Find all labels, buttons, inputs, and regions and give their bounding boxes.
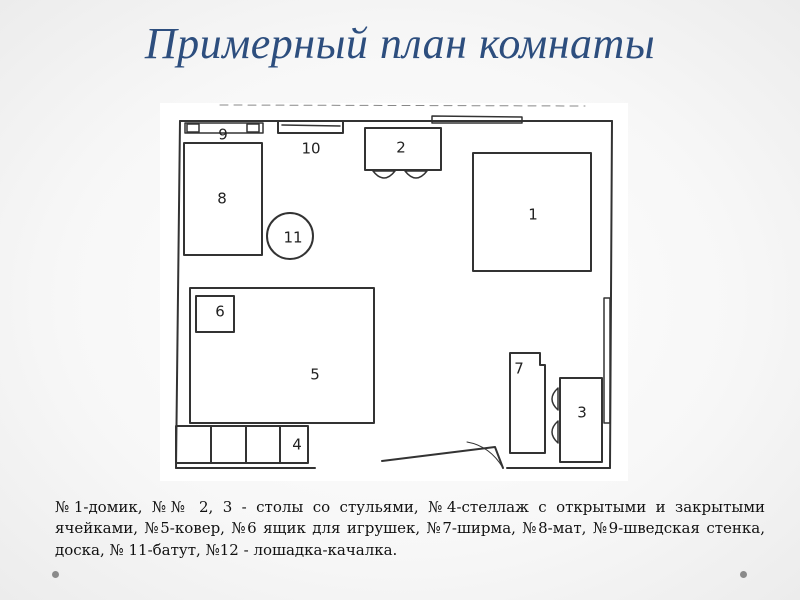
- wall-bars-9-end-right: [247, 124, 259, 132]
- label-5: 5: [310, 365, 320, 384]
- window-right: [604, 298, 610, 423]
- label-1: 1: [528, 205, 538, 224]
- shelving-4: [176, 426, 308, 463]
- label-8: 8: [217, 189, 227, 208]
- bullet-left: [52, 571, 59, 578]
- door-leaf: [382, 447, 503, 468]
- chair-2-right: [405, 171, 427, 178]
- wall-bars-9-end-left: [187, 124, 199, 132]
- label-11: 11: [283, 228, 303, 247]
- chair-2-left: [373, 171, 395, 178]
- board-10-inner: [282, 125, 340, 126]
- scan-artifact: [220, 105, 585, 106]
- plan-labels: [215, 126, 587, 454]
- legend-text: №1-домик, №№ 2, 3 - столы со стульями, №4-стеллаж с открытыми и закрытыми ячейками, №5-ковер, №6 ящик для игрушек, №7-ширма, №8-мат, №9-шведская стенка, доска, № 11-батут, №12 - лошадка-качалка.: [55, 498, 765, 559]
- label-7: 7: [514, 359, 524, 378]
- label-2: 2: [396, 138, 406, 157]
- label-3: 3: [577, 403, 587, 422]
- room-wall-left: [176, 121, 180, 468]
- room-plan: [160, 103, 628, 481]
- chair-3-bottom: [552, 421, 558, 443]
- room-plan-drawing: [160, 103, 628, 481]
- label-10: 10: [301, 139, 321, 158]
- slide-title: Примерный план комнаты: [144, 19, 656, 68]
- label-4: 4: [292, 435, 302, 454]
- label-9: 9: [218, 125, 228, 144]
- bullet-right: [740, 571, 747, 578]
- chair-3-top: [552, 388, 558, 410]
- label-6: 6: [215, 302, 225, 321]
- board-10: [278, 121, 343, 133]
